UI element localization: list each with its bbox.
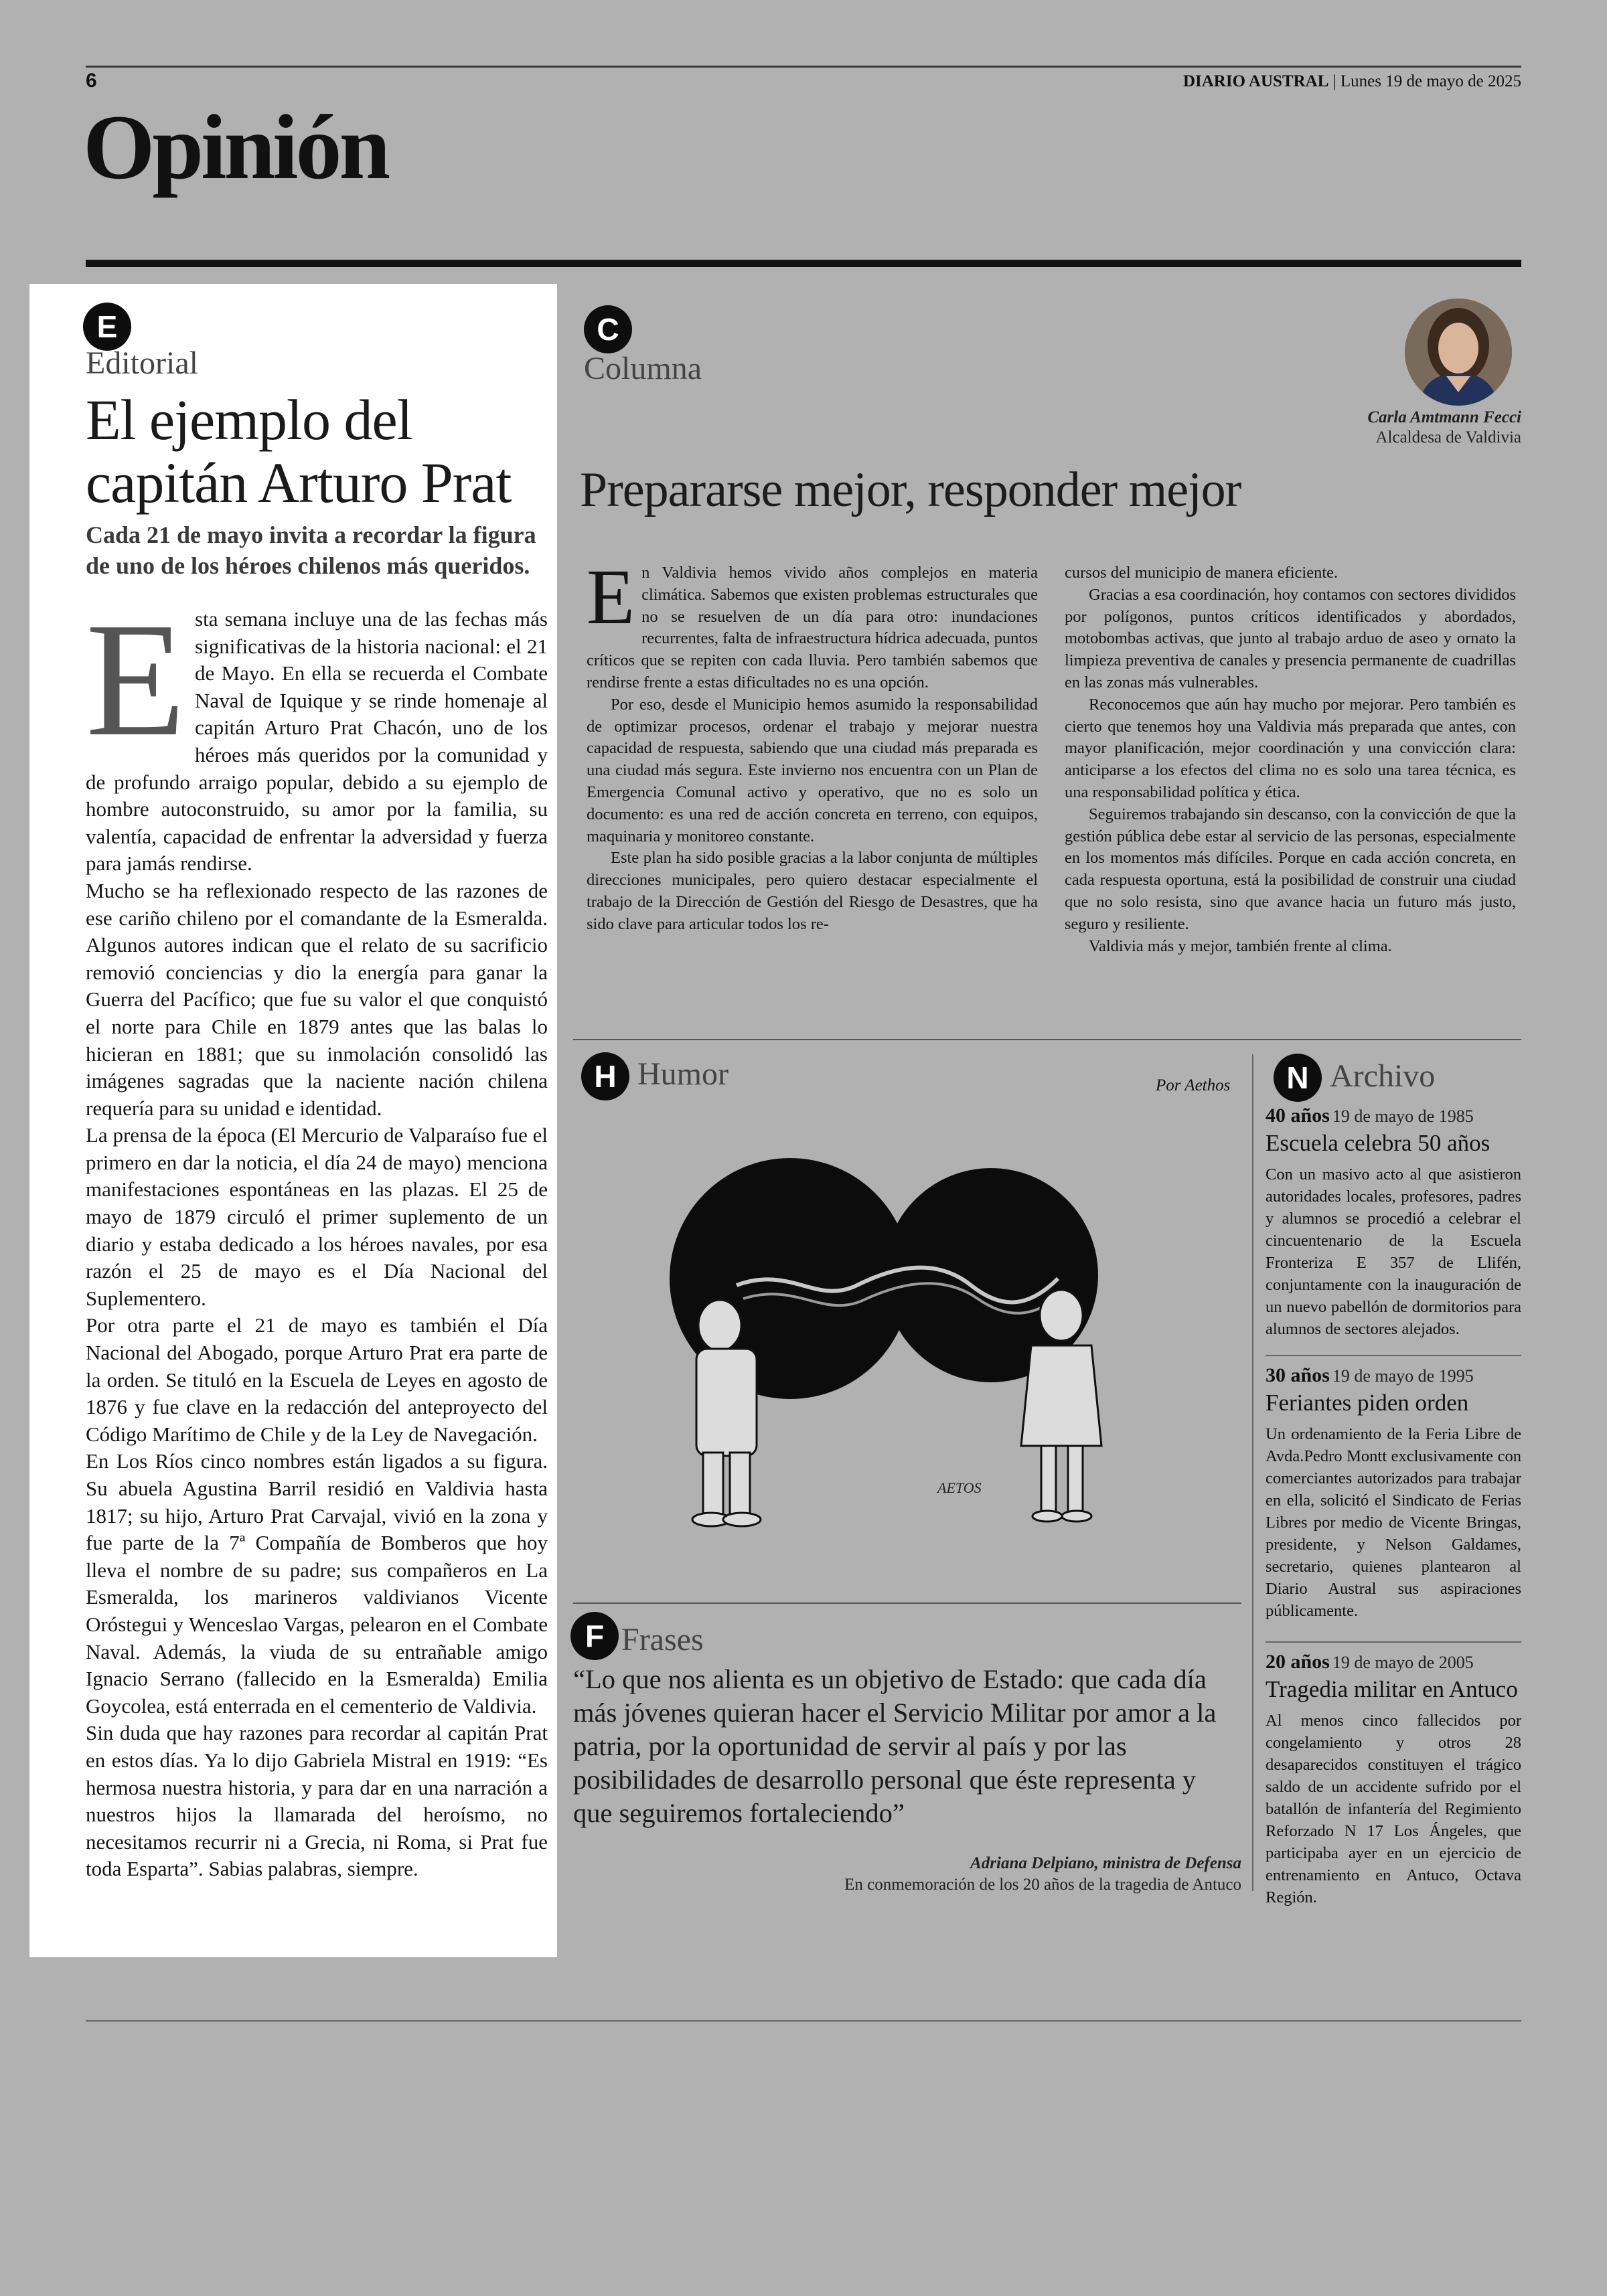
frases-badge-icon: F [570,1612,619,1660]
archivo-years: 20 años [1266,1651,1330,1673]
columna-paragraph: Reconocemos que aún hay mucho por mejorar. Pero también es cierto que tenemos hoy una Valdivia más preparada que antes, con mayor planificación, mejor coordinación y una convicción clara: anticiparse a los efectos del clima no es solo una tarea técnica, es una responsabilidad política y ética. [1065,695,1516,801]
editorial-title: El ejemplo del capitán Arturo Prat [86,388,512,515]
humor-credit: Por Aethos [1156,1076,1231,1094]
archivo-title: Tragedia militar en Antuco [1266,1676,1518,1702]
frases-top-rule [573,1603,1241,1604]
columna-title: Prepararse mejor, responder mejor [580,463,1241,517]
cartoon-illustration [656,1131,1138,1546]
editorial-body [86,589,548,1883]
humor-section-label: Humor [637,1056,729,1092]
columna-badge-icon: C [584,305,632,353]
columna-bottom-rule [573,1039,1521,1040]
columna-dropcap: E [587,553,635,641]
author-portrait-icon [1405,299,1512,406]
editorial-paragraph: La prensa de la época (El Mercurio de Valparaíso fue el primero en dar la noticia, el día 24 de mayo) menciona manifestaciones espontáneas en las plazas. El 25 de mayo de 1879 circuló el primer suplemento de un diario y estaba dedicado a los héroes navales, por esa razón el 25 de mayo es el Día Nacional del Suplementero. [86,1123,548,1310]
archivo-badge-icon: N [1274,1054,1322,1102]
frases-context: En conmemoración de los 20 años de la tragedia de Antuco [844,1876,1241,1894]
archivo-item [1266,1104,1521,1340]
archivo-title: Feriantes piden orden [1266,1390,1469,1416]
columna-paragraph: n Valdivia hemos vivido años complejos en materia climática. Sabemos que existen problemas estructurales que no se resuelven de un día para otro: inundaciones recurrentes, falta de infraestructura hídrica adecuada, puntos críticos que se repiten con cada lluvia. Pero también sabemos que rendirse frente a estas dificultades no es una opción. [587,564,1038,691]
editorial-section-label: Editorial [86,345,198,381]
author-name: Carla Amtmann Fecci [1367,408,1521,426]
frases-section-label: Frases [621,1622,704,1657]
columna-paragraph: Valdivia más y mejor, también frente al clima. [1089,936,1392,955]
columna-paragraph: Seguiremos trabajando sin descanso, con la convicción de que la gestión pública debe estar al servicio de las personas, especialmente en los momentos más difíciles. Porque en cada acción concreta, en cada respuesta oportuna, está la posibilidad de construir una ciudad que no solo resista, sino que avance hacia un futuro más justo, seguro y resiliente. [1065,805,1516,933]
archivo-item [1266,1651,1521,1908]
archivo-divider [1252,1054,1253,1891]
editorial-paragraph: Por otra parte el 21 de mayo es también el Día Nacional del Abogado, porque Arturo Prat era parte de la orden. Se tituló en la Escuela de Leyes en agosto de 1876 y fue clave en la redacción del anteproyecto del Código Marítimo de Chile y de la Ley de Navegación. [86,1313,548,1446]
editorial-badge-icon: E [83,303,131,351]
archivo-section-label: Archivo [1330,1058,1436,1094]
archivo-item-rule [1266,1355,1521,1356]
archivo-date: 19 de mayo de 2005 [1332,1653,1474,1672]
columna-section-label: Columna [584,351,702,386]
columna-paragraph: Gracias a esa coordinación, hoy contamos con sectores divididos por polígonos, puntos críticos identificados y abordados, motobombas activas, que junto al trabajo arduo de aseo y ornato la limpieza preventiva de canales y presencia permanente de cuadrillas en las zonas más vulnerables. [1065,585,1516,691]
archivo-body: Con un masivo acto al que asistieron autoridades locales, profesores, padres y alumnos se procedió a celebrar el cincuentenario de la Escuela Fronteriza E 357 de Llifén, conjuntamente con la inauguración de un nuevo pabellón de dormitorios para alumnos de sectores alejados. [1266,1165,1521,1338]
separator: | [1332,72,1341,90]
archivo-item [1266,1364,1521,1622]
columna-paragraph: Este plan ha sido posible gracias a la labor conjunta de múltiples direcciones municipales, pero quiero destacar especialmente el trabajo de la Dirección de Gestión del Riesgo de Desastres, que ha sido clave para articular todos los re- [587,849,1038,933]
editorial-paragraph: Mucho se ha reflexionado respecto de las razones de ese cariño chileno por el comandante de la Esmeralda. Algunos autores indican que el relato de su sacrificio removió conciencias y dio la energía para ganar la Guerra del Pacífico; que fue su valor el que conquistó el norte para Chile en 1879 antes que las balas lo hicieran en 1881; que su inmolación consolidó las imágenes sagradas que la naciente nación chilena requería para su unidad e identidad. [86,878,548,1120]
columna-paragraph: cursos del municipio de manera eficiente. [1065,564,1338,582]
archivo-title: Escuela celebra 50 años [1266,1130,1490,1156]
page-section-title: Opinión [83,96,388,198]
archivo-date: 19 de mayo de 1995 [1332,1366,1474,1386]
editorial-subtitle: Cada 21 de mayo invita a recordar la figura de uno de los héroes chilenos más queridos. [86,521,536,579]
newspaper-name: DIARIO AUSTRAL [1182,72,1329,90]
editorial-paragraph: Sin duda que hay razones para recordar al capitán Prat en estos días. Ya lo dijo Gabriela Mistral en 1919: “Es hermosa nuestra historia, y para dar en una narración a nuestros hijos la llamarada del heroísmo, no necesitamos recurrir ni a Grecia, ni Roma, si Prat fue toda Esparta”. Sabias palabras, siempre. [86,1721,548,1881]
editorial-dropcap: E [86,589,186,770]
bottom-rule [86,2020,1521,2022]
editorial-paragraph: sta semana incluye una de las fechas más significativas de la historia nacional: el 21 de Mayo. En ella se recuerda el Combate Naval de Iquique y se rinde homenaje al capitán Arturo Prat Chacón, uno de los héroes más queridos por la comunidad y de profundo arraigo popular, debido a su ejemplo de hombre autoconstruido, su amor por la familia, su valentía, capacidad de enfrentar la adversidad y fuerza para jamás rendirse. [86,607,548,876]
archivo-years: 30 años [1266,1364,1330,1386]
humor-cartoon [656,1131,1138,1546]
archivo-item-rule [1266,1641,1521,1643]
columna-paragraph: Por eso, desde el Municipio hemos asumido la responsabilidad de optimizar procesos, ordenar el trabajo y mejorar nuestra capacidad de respuesta, sabiendo que una ciudad más preparada es una ciudad más segura. Este invierno nos encuentra con un Plan de Emergencia Comunal activo y operativo, que no es solo un documento: es una red de acción concreta en terreno, con equipos, maquinaria y monitoreo constante. [587,695,1038,845]
top-rule [86,66,1521,68]
issue-date: Lunes 19 de mayo de 2025 [1340,72,1521,90]
editorial-paragraph: En Los Ríos cinco nombres están ligados a su figura. Su abuela Agustina Barril residió en Valdivia hasta 1817; su hijo, Arturo Prat Carvajal, vivió en la zona y fue parte de la 7ª Compañía de Bomberos que hoy lleva el nombre de su padre; sus compañeros en La Esmeralda, los marineros valdivianos Vicente Oróstegui y Wenceslao Vargas, pelearon en el Combate Naval. Además, la viuda de su entrañable amigo Ignacio Serrano (fallecido en la Esmeralda) Emilia Goycolea, está enterrada en el cementerio de Valdivia. [86,1449,548,1718]
masthead-info [1183,72,1521,91]
frases-author: Adriana Delpiano, ministra de Defensa [970,1854,1241,1872]
archivo-body: Al menos cinco fallecidos por congelamiento y otros 28 desaparecidos constituyen el trágico saldo de un accidente sufrido por el batallón de infantería del Regimiento Reforzado N 17 Los Ángeles, que participaba ayer en un ejercicio de entrenamiento en Antuco, Octava Región. [1266,1712,1521,1906]
cartoon-signature: AETOS [937,1479,982,1496]
humor-badge-icon: H [581,1052,629,1100]
archivo-body: Un ordenamiento de la Feria Libre de Avda.Pedro Montt exclusivamente con comerciantes autorizados para trabajar en ella, solicitó el Sindicato de Ferias Libres por medio de Vicente Bringas, presidente, y Nelson Galdames, secretario, quienes plantearon al Diario Austral sus aspiraciones públicamente. [1266,1425,1521,1620]
columna-col2 [1065,562,1516,957]
page-number: 6 [86,70,97,92]
archivo-years: 40 años [1266,1104,1330,1127]
author-role: Alcaldesa de Valdivia [1375,428,1521,446]
archivo-date: 19 de mayo de 1985 [1332,1106,1474,1126]
author-photo [1405,299,1512,406]
section-thick-rule [86,260,1521,267]
columna-col1 [587,553,1038,936]
frases-quote: “Lo que nos alienta es un objetivo de Estado: que cada día más jóvenes quieran hacer el Servicio Militar por amor a la patria, por la oportunidad de servir al país y por las posibilidades de desarrollo personal que éste representa y que seguiremos fortaleciendo” [573,1664,1217,1828]
